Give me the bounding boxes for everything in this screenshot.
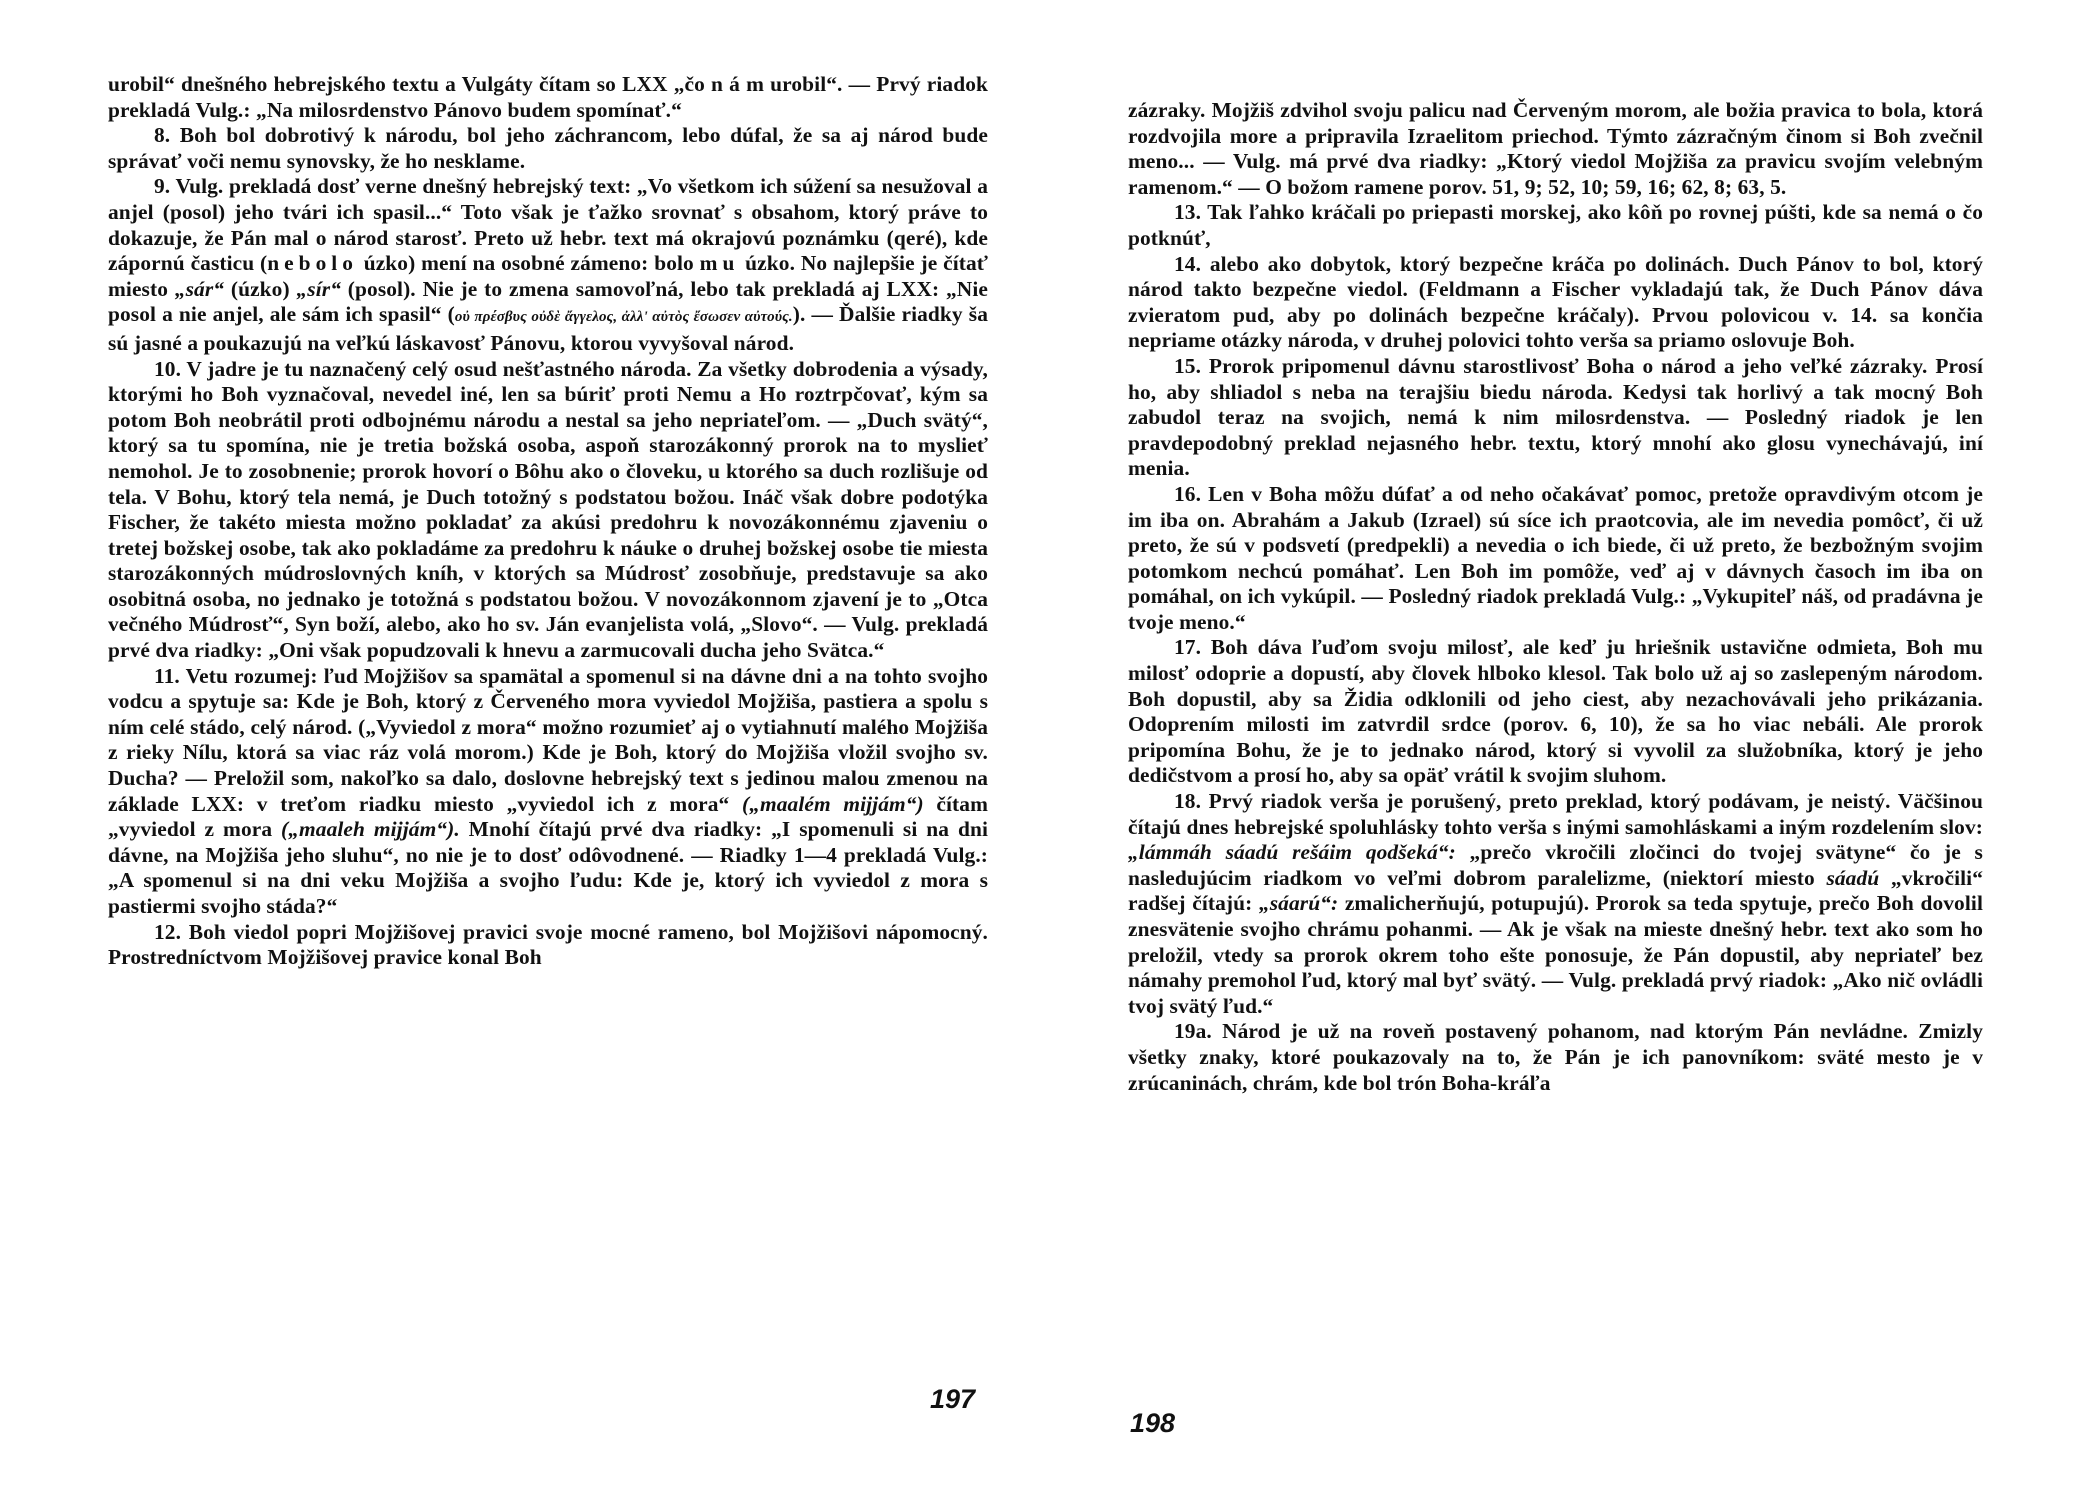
left-page xyxy=(108,72,988,971)
page-number-right: 198 xyxy=(1130,1408,1176,1438)
verse-11-text: 11. Vetu rozumej: ľud Mojžišov sa spamätal a spomenul si na dávne dni a na tohto svojho vodcu a spytuje sa: Kde je Boh, ktorý z Červeného mora vyviedol Mojžiša, pastiera a spolu s ním celé stádo, celý národ. („Vyviedol z mora“ možno rozumieť aj o vytiahnutí malého Mojžiša z rieky Nílu, ktorá sa viac ráz volá morom.) Kde je Boh, ktorý do Mojžiša vložil svojho sv. Ducha? — Preložil som, nakoľko sa dalo, doslovne hebrejský text s jedinou malou zmenou na základe LXX: v treťom riadku miesto „vyviedol ich z mora“ xyxy=(108,663,988,816)
verse-9-text: úzko. No najlepšie je čítať miesto xyxy=(108,251,989,301)
greek-quote: οὐ πρέσβυς οὐδὲ ἄγγελος, ἀλλ' αὐτὸς ἔσωσεν αὐτούς. xyxy=(454,309,793,326)
verse-9-spaced-word: nebolo xyxy=(267,251,358,276)
verse-9-text: úzko) mení na osobné zámeno: bolo xyxy=(357,251,700,276)
paragraph-verse-10: 10. V jadre je tu naznačený celý osud nešťastného národa. Za všetky dobrodenia a výsady, ktorými ho Boh vyznačoval, nevedel iné, len sa búriť proti Nemu a Ho roztrpčovať, kým sa potom Boh neobrátil proti odbojnému národu a nestal sa jeho nepriateľom. — „Duch svätý“, ktorý sa tu spomína, nie je tretia božská osoba, aspoň starozákonný prorok na to myslieť nemohol. Je to zosobnenie; prorok hovorí o Bôhu ako o človeku, u ktorého sa duch rozlišuje od tela. V Bohu, ktorý tela nemá, je Duch totožný s podstatou božou. Ináč však dobre podotýka Fischer, že takéto miesta možno pokladať za akúsi predohru k novozákonnému zjaveniu o tretej božskej osobe, tak ako pokladáme za predohru k náuke o druhej božskej osobe tie miesta starozákonných múdroslovných kníh, v ktorých sa Múdrosť zosobňuje, predstavuje sa ako osobitná osoba, no jednako je totožná s podstatou božou. V novozákonnom zjavení je to „Otca večného Múdrosť“, Syn boží, alebo, ako ho sv. Ján evanjelista volá, „Slovo“. — Vulg. prekladá prvé dva riadky: „Oni však popudzovali k hnevu a zarmucovali ducha jeho Svätca.“ xyxy=(108,356,988,663)
paragraph-verse-16: 16. Len v Boha môžu dúfať a od neho očakávať pomoc, pretože opravdivým otcom je im iba on. Abrahám a Jakub (Izrael) sú síce ich praotcovia, ale im nevedia pomôcť, či už preto, že sú v podsvetí (predpekli) a nevedia o ich biede, či už preto, že bezbožným svojim potomkom nechcú pomáhať. Len Boh im pomôže, veď aj v dávnych časoch im iba on pomáhal, on ich vykúpil. — Posledný riadok prekladá Vulg.: „Vykupiteľ náš, od pradávna je tvoje meno.“ xyxy=(1128,481,1983,634)
paragraph-verse-12: 12. Boh viedol popri Mojžišovej pravici svoje mocné rameno, bol Mojžišovi nápomocný. Prostredníctvom Mojžišovej pravice konal Boh xyxy=(108,919,988,970)
paragraph-intro: urobil“ dnešného hebrejského textu a Vulgáty čítam so LXX „čo n á m urobil“. — Prvý riadok prekladá Vulg.: „Na milosrdenstvo Pánovo budem spomínať.“ xyxy=(108,72,988,122)
paragraph-verse-8: 8. Boh bol dobrotivý k národu, bol jeho záchrancom, lebo dúfal, že sa aj národ bude správať voči nemu synovsky, že ho nesklame. xyxy=(108,123,988,173)
verse-11-italic: („maaleh mijjám“). xyxy=(281,817,460,842)
paragraph-verse-15: 15. Prorok pripomenul dávnu starostlivosť Boha o národ a jeho veľké zázraky. Prosí ho, aby shliadol s neba na terajšiu biedu národa. Kedysi tak horlivý a tak mocný Boh zabudol teraz na svojich, nemá k nim milosrdenstva. — Posledný riadok je len pravdepodobný preklad nejasného hebr. textu, ktorý mnohí ako glosu vynechávajú, iní menia. xyxy=(1128,353,1983,481)
page-number-left: 197 xyxy=(930,1384,976,1414)
paragraph-verse-17: 17. Boh dáva ľuďom svoju milosť, ale keď ju hriešnik ustavične odmieta, Boh mu milosť odoprie a dopustí, aby človek hlboko klesol. Tak bolo už aj so zaslepeným národom. Boh dopustil, aby sa Židia odklonili od jeho ciest, aby nezachovávali jeho prikázania. Odoprením milosti im zatvrdil srdce (porov. 6, 10), že sa ho viac nebáli. Ale prorok pripomína Bohu, že je to jednako národ, ktorý si vyvolil za služobníka, ktorý je jeho dedičstvom a prosí ho, aby sa opäť vrátil k svojim sluhom. xyxy=(1128,635,1983,788)
verse-18-text: „prečo vkročili zločinci do tvojej svätyne“ čo je s nasledujúcim riadkom vo veľmi dobrom paralelizme, (niektorí miesto xyxy=(1128,840,1983,890)
paragraph-verse-13: 13. Tak ľahko kráčali po priepasti morskej, ako kôň po rovnej púšti, kde sa nemá o čo potknúť, xyxy=(1128,200,1983,250)
verse-9-text: (posol). Nie je to zmena samovoľná, lebo tak prekladá aj LXX: „Nie posol a nie anjel, ale sám ich spasil“ ( xyxy=(108,276,988,327)
verse-18-text: „vkročili“ radšej čítajú: xyxy=(1128,865,1983,916)
verse-9-italic: „sír“ xyxy=(296,276,341,301)
verse-9-italic: „sár“ xyxy=(174,276,225,301)
paragraph-verse-14: 14. alebo ako dobytok, ktorý bezpečne kráča po dolinách. Duch Pánov to bol, ktorý národ takto bezpečne viedol. (Feldmann a Fischer vykladajú tak, že Duch Pánov dáva zvieratom pud, aby po dolinách bezpečne kráčaly). Prvou polovicou v. 14. sa končia nepriame otázky národa, v druhej polovici tohto verša sa priamo oslovuje Boh. xyxy=(1128,251,1983,353)
verse-9-spaced-word: mu xyxy=(699,251,740,276)
verse-18-italic: „sáarú“: xyxy=(1258,891,1339,916)
paragraph-verse-11 xyxy=(108,664,988,920)
verse-11-italic: („maalém mijjám“) xyxy=(741,791,924,816)
verse-9-text: 9. Vulg. prekladá dosť verne dnešný hebrejský text: „Vo všetkom ich súžení sa nesužoval a anjel (posol) jeho tvári ich spasil...“ Toto však je ťažko srovnať s obsahom, ktorý práve to dokazuje, že Pán mal o národ starosť. Preto už hebr. text má okrajovú poznámku (qeré), kde zápornú časticu ( xyxy=(108,174,988,276)
paragraph-continuation: zázraky. Mojžiš zdvihol svoju palicu nad Červeným morom, ale božia pravica to bola, ktorá rozdvojila more a pripravila Izraelitom priechod. Týmto zázračným činom si Boh zvečnil meno... — Vulg. má prvé dva riadky: „Ktorý viedol Mojžiša za pravicu svojím velebným ramenom.“ — O božom ramene porov. 51, 9; 52, 10; 59, 16; 62, 8; 63, 5. xyxy=(1128,98,1983,199)
verse-18-italic: „lámmáh sáadú rešáim qodšeká“: xyxy=(1128,840,1456,865)
verse-18-italic: sáadú xyxy=(1826,865,1880,890)
right-page xyxy=(1128,98,1983,1096)
paragraph-verse-18 xyxy=(1128,789,1983,1019)
verse-9-text: (úzko) xyxy=(224,276,297,301)
verse-18-text: 18. Prvý riadok verša je porušený, preto preklad, ktorý podávam, je neistý. Väčšinou čítajú dnes hebrejské spoluhlásky tohto verša s inými samohláskami a iným rozdelením slov: xyxy=(1128,789,1983,839)
verse-9-text: ). — Ďalšie riadky ša sú jasné a poukazujú na veľkú láskavosť Pánovu, ktorou vyvyšoval národ. xyxy=(108,302,988,355)
paragraph-verse-9 xyxy=(108,174,988,356)
verse-11-text: čítam „vyviedol z mora xyxy=(108,791,988,842)
verse-11-text: Mnohí čítajú prvé dva riadky: „I spomenuli si na dni dávne, na Mojžiša jeho sluhu“, no nie je to dosť odôvodnené. — Riadky 1—4 prekladá Vulg.: „A spomenul si na dni veku Mojžiša a svojho ľudu: Kde je, ktorý ich vyviedol z mora s pastiermi svojho stáda?“ xyxy=(108,817,989,918)
verse-18-text: zmalicherňujú, potupujú). Prorok sa teda spytuje, prečo Boh dovolil znesvätenie svojho chrámu pohanmi. — Ak je však na mieste dnešný hebr. text ako som ho preložil, vtedy sa prorok okrem toho ešte ponosuje, že Pán dopustil, aby nepriateľ bez námahy premohol ľud, ktorý mal byť svätý. — Vulg. prekladá prvý riadok: „Ako nič ovládli tvoj svätý ľud.“ xyxy=(1128,891,1983,1018)
paragraph-verse-19a: 19a. Národ je už na roveň postavený pohanom, nad ktorým Pán nevládne. Zmizly všetky znaky, ktoré poukazovaly na to, že Pán je ich panovníkom: sväté mesto je v zrúcaninách, chrám, kde bol trón Boha-kráľa xyxy=(1128,1019,1983,1095)
